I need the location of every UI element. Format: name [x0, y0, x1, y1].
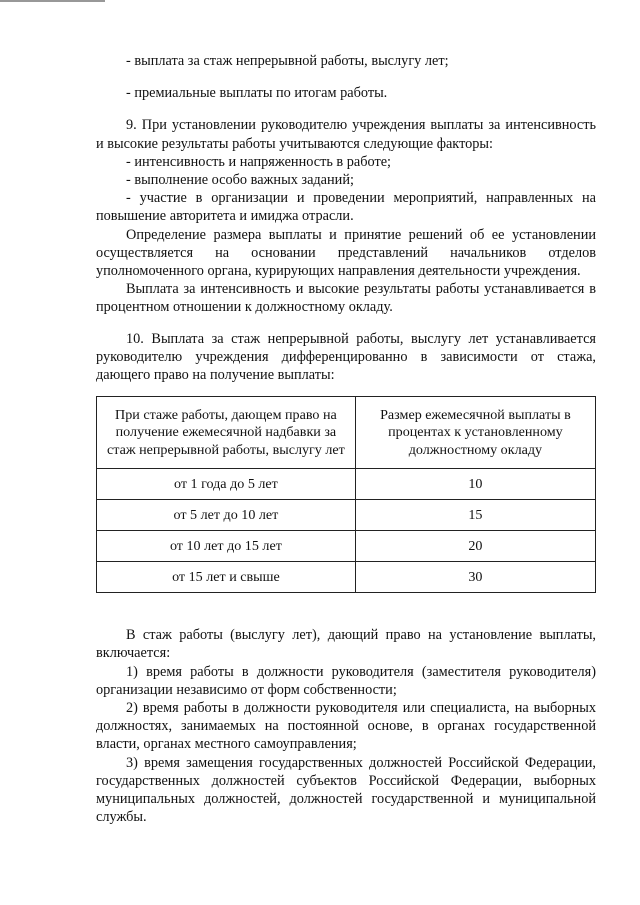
row-percent: 15 — [355, 500, 595, 531]
seniority-item-3: 3) время замещения государственных должностей Российской Федерации, государственных должностей субъектов Российской Федерации, выборных муниципальных должностей, должностей государственной и муниципальной службы. — [96, 754, 596, 826]
payment-type-seniority: - выплата за стаж непрерывной работы, выслугу лет; — [126, 53, 449, 69]
factor-events: - участие в организации и проведении мероприятий, направленных на повышение авторитета и имиджа отрасли. — [96, 190, 596, 225]
row-period: от 10 лет до 15 лет — [97, 531, 356, 562]
row-period: от 15 лет и свыше — [97, 562, 356, 593]
row-percent: 20 — [355, 531, 595, 562]
factor-intensity: - интенсивность и напряженность в работе; — [126, 153, 392, 170]
payment-type-bonus: - премиальные выплаты по итогам работы. — [126, 85, 388, 102]
document-body — [96, 52, 596, 826]
percent-rule: Выплата за интенсивность и высокие результаты работы устанавливается в процентном отношении к должностному окладу. — [96, 281, 596, 316]
header-seniority-period: При стаже работы, дающем право на получение ежемесячной надбавки за стаж непрерывной работы, выслугу лет — [97, 397, 356, 469]
seniority-intro: В стаж работы (выслугу лет), дающий право на установление выплаты, включается: — [96, 627, 596, 662]
seniority-item-1: 1) время работы в должности руководителя (заместителя руководителя) организации независимо от форм собственности; — [96, 663, 596, 698]
table-row — [97, 531, 596, 562]
row-percent: 30 — [355, 562, 595, 593]
seniority-payment-table — [96, 396, 596, 593]
row-period: от 1 года до 5 лет — [97, 469, 356, 500]
table-header-row — [97, 397, 596, 469]
scan-edge-mark — [0, 0, 105, 2]
item-9-intro: 9. При установлении руководителю учреждения выплаты за интенсивность и высокие результаты работы учитываются следующие факторы: — [96, 117, 596, 152]
row-period: от 5 лет до 10 лет — [97, 500, 356, 531]
table-row — [97, 562, 596, 593]
header-payment-percent: Размер ежемесячной выплаты в процентах к установленному должностному окладу — [355, 397, 595, 469]
payment-determination: Определение размера выплаты и принятие решений об ее установлении осуществляется на основании представлений начальников отделов уполномоченного органа, курирующих направления деятельности учреждения. — [96, 226, 596, 280]
item-10-intro: 10. Выплата за стаж непрерывной работы, выслугу лет устанавливается руководителю учреждения дифференцированно в зависимости от стажа, дающего право на получение выплаты: — [96, 330, 596, 384]
seniority-item-2: 2) время работы в должности руководителя или специалиста, на выборных должностях, занимаемых на постоянной основе, в органах государственной власти, органах местного самоуправления; — [96, 700, 596, 753]
row-percent: 10 — [355, 469, 595, 500]
factor-important-tasks: - выполнение особо важных заданий; — [126, 172, 354, 189]
table-row — [97, 469, 596, 500]
table-row — [97, 500, 596, 531]
